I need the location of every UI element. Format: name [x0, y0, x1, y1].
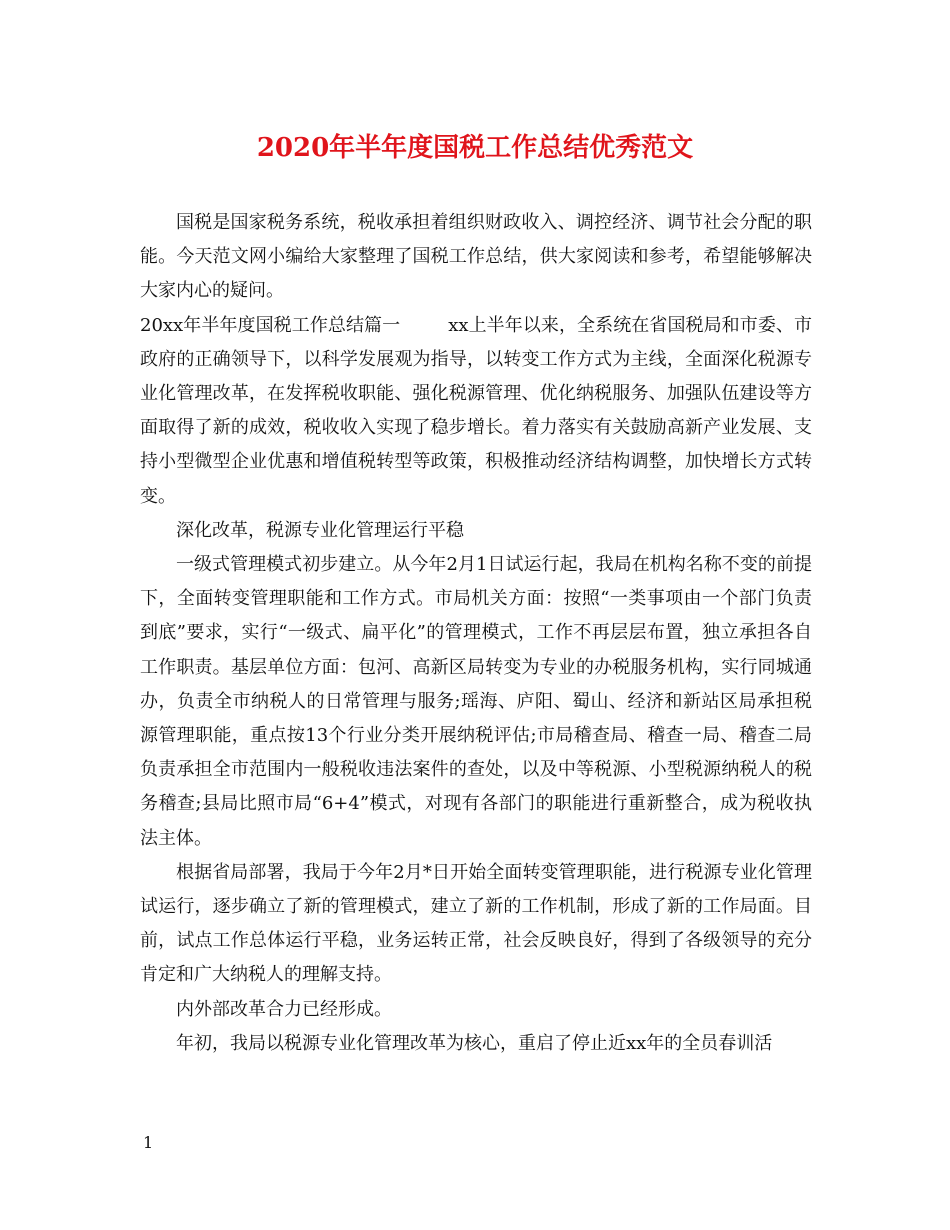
- intro-paragraph: 国税是国家税务系统，税收承担着组织财政收入、调控经济、调节社会分配的职能。今天范文网小编给大家整理了国税工作总结，供大家阅读和参考，希望能够解决大家内心的疑问。: [140, 212, 812, 302]
- document-title: 2020年半年度国税工作总结优秀范文: [256, 133, 694, 163]
- page-number: 1: [143, 1133, 154, 1152]
- paragraph-2: 根据省局部署，我局于今年2月*日开始全面转变管理职能，进行税源专业化管理试运行，逐步确立了新的管理模式，建立了新的工作机制，形成了新的工作局面。目前，试点工作总体运行平稳，业务运转正常，社会反映良好，得到了各级领导的充分肯定和广大纳税人的理解支持。: [140, 861, 812, 986]
- section-text: xx上半年以来，全系统在省国税局和市委、市政府的正确领导下，以科学发展观为指导，以转变工作方式为主线，全面深化税源专业化管理改革，在发挥税收职能、强化税源管理、优化纳税服务、加强队伍建设等方面取得了新的成效，税收收入实现了稳步增长。着力落实有关鼓励高新产业发展、支持小型微型企业优惠和增值税转型等政策，积极推动经济结构调整，加快增长方式转变。: [140, 314, 812, 507]
- paragraph-3: 内外部改革合力已经形成。: [176, 998, 392, 1020]
- paragraph-1: 一级式管理模式初步建立。从今年2月1日试运行起，我局在机构名称不变的前提下，全面转变管理职能和工作方式。市局机关方面：按照“一类事项由一个部门负责到底”要求，实行“一级式、扁平化”的管理模式，工作不再层层布置，独立承担各自工作职责。基层单位方面：包河、高新区局转变为专业的办税服务机构，实行同城通办，负责全市纳税人的日常管理与服务;瑶海、庐阳、蜀山、经济和新站区局承担税源管理职能，重点按13个行业分类开展纳税评估;市局稽查局、稽查一局、稽查二局负责承担全市范围内一般税收违法案件的查处，以及中等税源、小型税源纳税人的税务稽查;县局比照市局“6+4”模式，对现有各部门的职能进行重新整合，成为税收执法主体。: [140, 554, 812, 849]
- subheading: 深化改革，税源专业化管理运行平稳: [176, 519, 464, 541]
- section-label: 20xx年半年度国税工作总结篇一: [140, 314, 401, 336]
- document-body: [140, 206, 812, 1061]
- paragraph-4: 年初，我局以税源专业化管理改革为核心，重启了停止近xx年的全员春训活: [176, 1032, 773, 1054]
- section-paragraph: [140, 309, 812, 514]
